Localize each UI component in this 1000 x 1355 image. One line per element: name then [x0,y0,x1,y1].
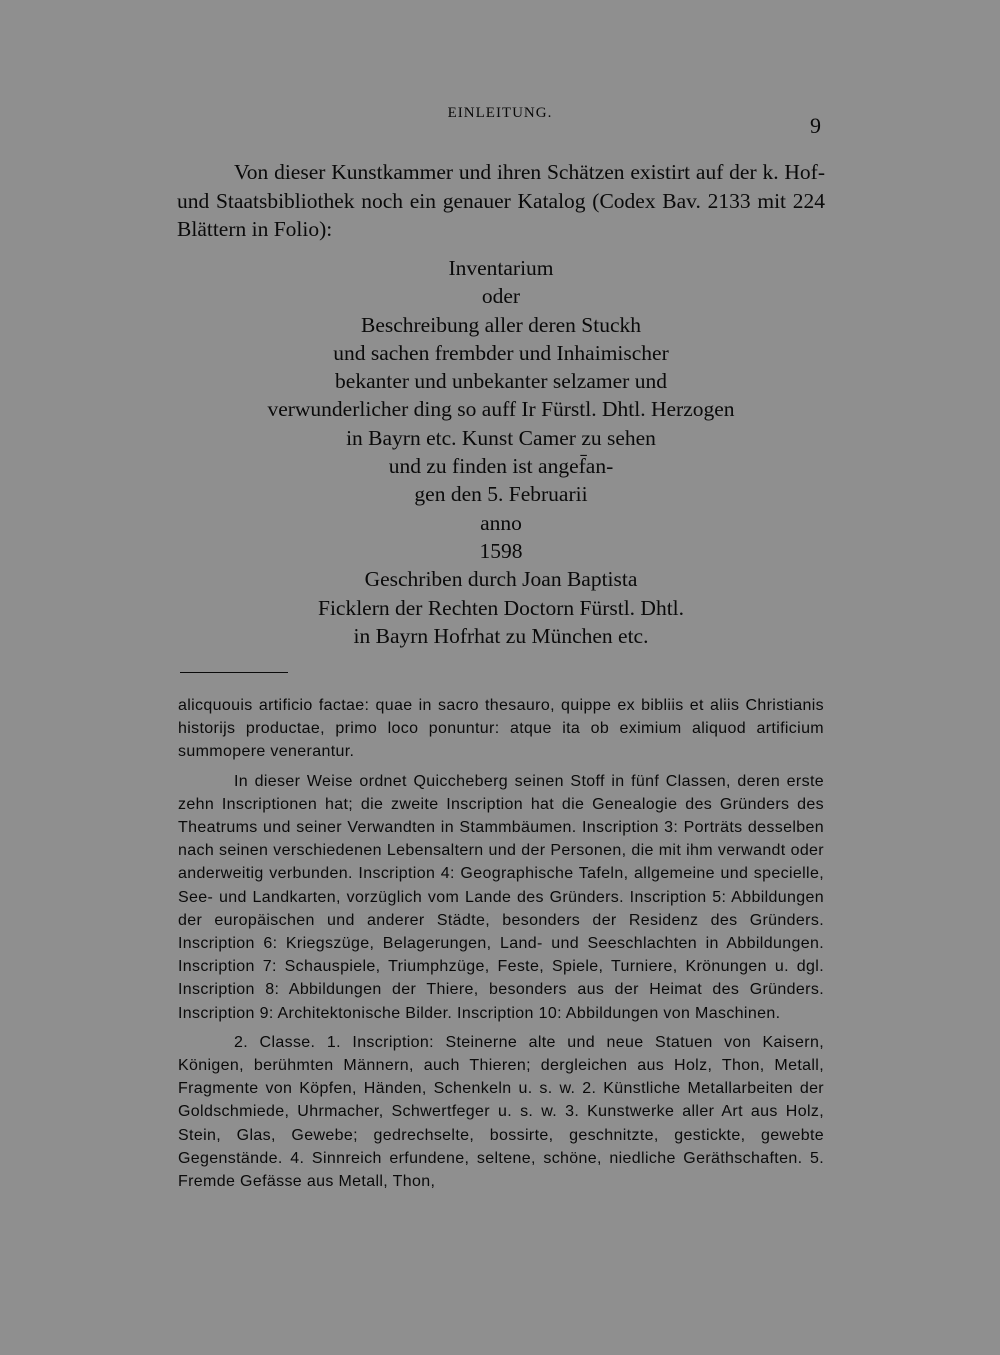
title-line: verwunderlicher ding so auff Ir Fürstl. Dhtl. Herzogen [267,397,735,422]
title-line: Geschriben durch Joan Baptista [364,567,638,592]
title-line: und zu finden ist angef̄an- [388,454,614,479]
footnote-separator-rule [180,672,288,673]
catalog-title-block [177,254,825,650]
title-line: 1598 [479,538,523,563]
footnote-paragraph: In dieser Weise ordnet Quiccheberg seinen Stoff in fünf Classen, deren erste zehn Inscriptionen hat; die zweite Inscription hat die Genealogie des Gründers des Theatrums und seiner Verwandten in Stammbäumen. Inscription 3: Porträts desselben nach seinen verschiedenen Lebensaltern und der Personen, die mit ihm verwandt oder anderweitig verbunden. Inscription 4: Geographische Tafeln, allgemeine und specielle, See- und Landkarten, vorzüglich vom Lande des Gründers. Inscription 5: Abbildungen der europäischen und anderer Städte, besonders der Residenz des Gründers. Inscription 6: Kriegszüge, Belagerungen, Land- und Seeschlachten in Abbildungen. Inscription 7: Schauspiele, Triumphzüge, Feste, Spiele, Turniere, Krönungen u. dgl. Inscription 8: Abbildungen der Thiere, besonders aus der Heimat des Gründers. Inscription 9: Architektonische Bilder. Inscription 10: Abbildungen von Maschinen. [178,772,824,1022]
footnotes [178,694,824,1193]
title-line: gen den 5. Februarii [414,482,588,507]
title-line: Ficklern der Rechten Doctorn Fürstl. Dhtl. [317,595,685,620]
title-line: Beschreibung aller deren Stuckh [360,312,641,337]
footnote-paragraph: 2. Classe. 1. Inscription: Steinerne alte und neue Statuen von Kaisern, Königen, berühmten Männern, auch Thieren; dergleichen aus Holz, Thon, Metall, Fragmente von Köpfen, Händen, Schenkeln u. s. w. 2. Künstliche Metallarbeiten der Goldschmiede, Uhrmacher, Schwertfeger u. s. w. 3. Kunstwerke aller Art aus Holz, Stein, Glas, Gewebe; gedrechselte, bossirte, geschnitzte, gestickte, gewebte Gegenstände. 4. Sinnreich erfundene, seltene, schöne, niedliche Geräthschaften. 5. Fremde Gefässe aus Metall, Thon, [178,1033,824,1191]
intro-paragraph: Von dieser Kunstkammer und ihren Schätzen existirt auf der k. Hof- und Staatsbibliothek noch ein genauer Katalog (Codex Bav. 2133 mit 224 Blättern in Folio): [177,160,825,241]
title-line: in Bayrn Hofrhat zu München etc. [353,623,649,648]
title-line: anno [480,510,522,535]
running-head: EINLEITUNG. [447,105,553,121]
title-line: oder [481,284,521,309]
footnote-paragraph: alicquouis artificio factae: quae in sacro thesauro, quippe ex bibliis et aliis Christianis historijs productae, primo loco ponuntur: atque ita ob eximium aliquod artificium summopere venerantur. [178,697,824,761]
title-line: bekanter und unbekanter selzamer und [335,369,667,394]
title-line: in Bayrn etc. Kunst Camer zu sehen [346,425,656,450]
title-line: Inventarium [448,256,554,280]
page-number: 9 [810,113,821,138]
title-line: und sachen frembder und Inhaimischer [333,340,669,365]
